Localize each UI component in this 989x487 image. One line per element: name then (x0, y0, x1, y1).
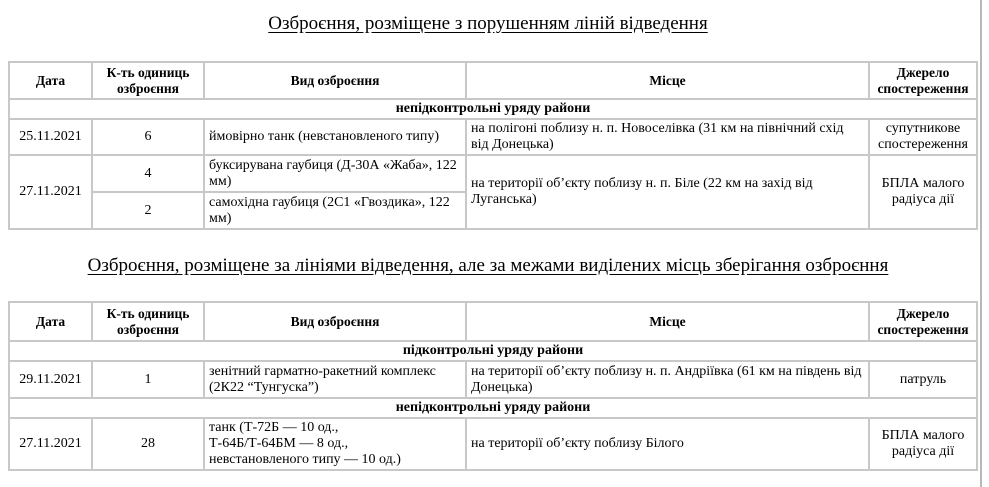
column-header-weapon: Вид озброєння (204, 302, 466, 341)
cell-weapon (204, 418, 466, 470)
section-title-violations: Озброєння, розміщене з порушенням ліній відведення (268, 13, 708, 34)
cell-date: 25.11.2021 (9, 119, 92, 155)
column-header-date: Дата (9, 302, 92, 341)
cell-place: на території об’єкту поблизу н. п. Андріївка (61 км на південь від Донецька) (466, 361, 869, 398)
column-header-place: Місце (466, 302, 869, 341)
region-row (9, 398, 977, 418)
cell-date: 29.11.2021 (9, 361, 92, 398)
cell-weapon: самохідна гаубиця (2С1 «Гвоздика», 122 мм) (204, 192, 466, 229)
column-header-date: Дата (9, 62, 92, 99)
table-header-row (9, 302, 977, 341)
cell-source: БПЛА малого радіуса дії (869, 155, 977, 229)
table-row (9, 418, 977, 470)
cell-weapon: зенітний гарматно-ракетний комплекс (2К22 “Тунгуска”) (204, 361, 466, 398)
cell-weapon: ймовірно танк (невстановленого типу) (204, 119, 466, 155)
column-header-source: Джерело спостереження (869, 62, 977, 99)
weapon-line: танк (Т-72Б — 10 од., (209, 420, 339, 435)
column-header-count: К-ть одиниць озброєння (92, 302, 204, 341)
region-label-non-controlled: непідконтрольні уряду райони (9, 398, 977, 418)
cell-count: 1 (92, 361, 204, 398)
region-label-non-controlled: непідконтрольні уряду райони (9, 99, 977, 119)
cell-weapon: буксирувана гаубиця (Д-30А «Жаба», 122 мм) (204, 155, 466, 192)
table-row (9, 361, 977, 398)
cell-source: БПЛА малого радіуса дії (869, 418, 977, 470)
column-header-source: Джерело спостереження (869, 302, 977, 341)
column-header-count: К-ть одиниць озброєння (92, 62, 204, 99)
violations-table (8, 61, 978, 230)
cell-source: супутникове спостереження (869, 119, 977, 155)
cell-date: 27.11.2021 (9, 418, 92, 470)
cell-count: 28 (92, 418, 204, 470)
column-header-place: Місце (466, 62, 869, 99)
cell-date: 27.11.2021 (9, 155, 92, 229)
table-header-row (9, 62, 977, 99)
cell-place: на території об’єкту поблизу Білого (466, 418, 869, 470)
outside-storage-table (8, 301, 978, 471)
cell-place: на полігоні поблизу н. п. Новоселівка (31 км на північний схід від Донецька) (466, 119, 869, 155)
table-row (9, 119, 977, 155)
cell-count: 4 (92, 155, 204, 192)
table-row (9, 155, 977, 192)
page-edge-line (980, 0, 982, 487)
cell-count: 2 (92, 192, 204, 229)
region-row (9, 99, 977, 119)
column-header-weapon: Вид озброєння (204, 62, 466, 99)
region-label-controlled: підконтрольні уряду райони (9, 341, 977, 361)
cell-place: на території об’єкту поблизу н. п. Біле (22 км на захід від Луганська) (466, 155, 869, 229)
cell-count: 6 (92, 119, 204, 155)
cell-source: патруль (869, 361, 977, 398)
weapon-line: невстановленого типу — 10 од.) (209, 452, 401, 467)
section-title-outside-storage: Озброєння, розміщене за лініями відведення, але за межами виділених місць зберігання озброєння (87, 255, 889, 276)
region-row (9, 341, 977, 361)
weapon-line: Т-64Б/Т-64БМ — 8 од., (209, 436, 349, 451)
